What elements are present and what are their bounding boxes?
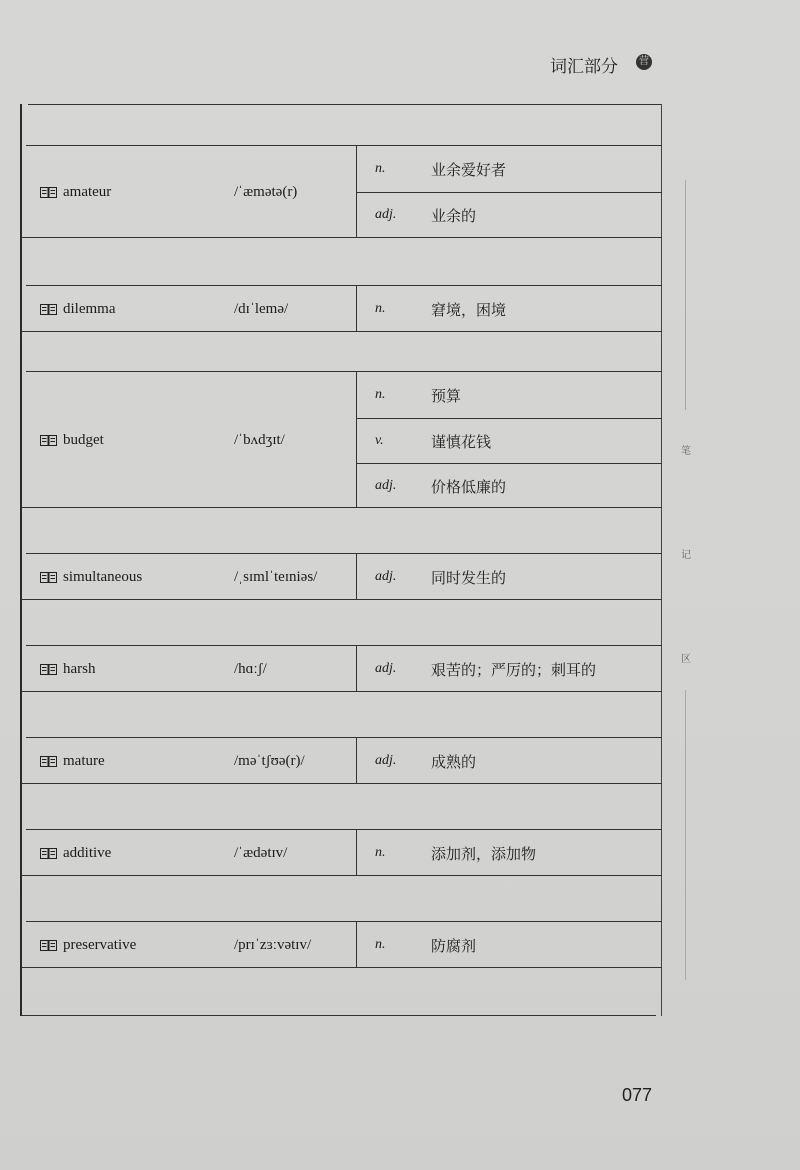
book-icon bbox=[40, 187, 57, 198]
part-of-speech: n. bbox=[375, 387, 386, 402]
senses bbox=[356, 646, 662, 692]
headword: harsh bbox=[63, 660, 96, 677]
meaning: 预算 bbox=[431, 386, 462, 405]
table-bottom-border bbox=[22, 1015, 656, 1016]
sense-row bbox=[357, 830, 662, 876]
meaning: 窘境，困境 bbox=[431, 300, 507, 319]
spacer-row bbox=[22, 599, 662, 646]
spacer-row bbox=[22, 967, 662, 1014]
senses bbox=[356, 146, 662, 238]
side-note-char-3: 区 bbox=[681, 654, 691, 665]
phonetic: /ˈæmətə(r) bbox=[234, 183, 298, 200]
meaning: 防腐剂 bbox=[431, 936, 477, 955]
part-of-speech: adj. bbox=[375, 661, 397, 676]
word-cell bbox=[40, 646, 220, 692]
phonetic: /ˌsɪmlˈteɪniəs/ bbox=[234, 568, 318, 585]
side-note-char-1: 笔 bbox=[681, 446, 691, 457]
sense-row bbox=[357, 286, 662, 332]
phonetic: /hɑːʃ/ bbox=[234, 660, 267, 677]
page-header bbox=[380, 50, 680, 84]
entry-preservative bbox=[26, 921, 662, 968]
phonetic: /prɪˈzɜːvətɪv/ bbox=[234, 936, 312, 953]
entry-mature bbox=[26, 737, 662, 784]
book-icon bbox=[40, 940, 57, 951]
part-of-speech: adj. bbox=[375, 478, 397, 493]
meaning: 同时发生的 bbox=[431, 568, 507, 587]
phonetic: /məˈtʃʊə(r)/ bbox=[234, 752, 305, 769]
headword: budget bbox=[63, 431, 104, 448]
spacer-row bbox=[22, 691, 662, 738]
book-icon bbox=[40, 848, 57, 859]
meaning: 成熟的 bbox=[431, 752, 477, 771]
entry-simultaneous bbox=[26, 553, 662, 600]
book-icon bbox=[40, 664, 57, 675]
phonetic: /ˈbʌdʒɪt/ bbox=[234, 431, 285, 448]
table-top-border bbox=[28, 104, 662, 105]
meaning: 添加剂，添加物 bbox=[431, 844, 537, 863]
senses bbox=[356, 554, 662, 600]
side-note-char-2: 记 bbox=[681, 550, 691, 561]
book-icon bbox=[40, 572, 57, 583]
sense-row bbox=[357, 192, 662, 237]
headword: dilemma bbox=[63, 300, 116, 317]
senses bbox=[356, 286, 662, 332]
meaning: 业余爱好者 bbox=[431, 160, 507, 179]
word-cell bbox=[40, 830, 220, 876]
entry-dilemma bbox=[26, 285, 662, 332]
meaning: 业余的 bbox=[431, 206, 477, 225]
part-of-speech: n. bbox=[375, 937, 386, 952]
book-icon bbox=[40, 304, 57, 315]
senses bbox=[356, 372, 662, 508]
sense-row bbox=[357, 554, 662, 600]
sense-row bbox=[357, 418, 662, 463]
part-of-speech: adj. bbox=[375, 207, 397, 222]
headword: mature bbox=[63, 752, 105, 769]
margin-rule-bottom bbox=[685, 690, 686, 980]
word-cell bbox=[40, 922, 220, 968]
headword: amateur bbox=[63, 183, 112, 200]
headword: additive bbox=[63, 844, 112, 861]
book-icon bbox=[40, 435, 57, 446]
meaning: 艰苦的；严厉的；刺耳的 bbox=[431, 660, 597, 679]
meaning: 价格低廉的 bbox=[431, 477, 507, 496]
sense-row bbox=[357, 372, 662, 418]
sense-row bbox=[357, 646, 662, 692]
word-cell bbox=[40, 146, 220, 238]
entry-additive bbox=[26, 829, 662, 876]
part-of-speech: n. bbox=[375, 301, 386, 316]
senses bbox=[356, 830, 662, 876]
entry-amateur bbox=[26, 145, 662, 238]
sense-row bbox=[357, 738, 662, 784]
word-cell bbox=[40, 372, 220, 508]
part-of-speech: n. bbox=[375, 845, 386, 860]
spacer-row bbox=[22, 875, 662, 922]
meaning: 谨慎花钱 bbox=[431, 432, 492, 451]
word-cell bbox=[40, 738, 220, 784]
book-icon bbox=[40, 756, 57, 767]
sense-row bbox=[357, 922, 662, 968]
phonetic: /dɪˈlemə/ bbox=[234, 300, 289, 317]
phonetic: /ˈædətɪv/ bbox=[234, 844, 288, 861]
part-of-speech: n. bbox=[375, 161, 386, 176]
spacer-row bbox=[22, 331, 662, 372]
word-cell bbox=[40, 554, 220, 600]
headword: simultaneous bbox=[63, 568, 143, 585]
senses bbox=[356, 922, 662, 968]
vocabulary-table bbox=[20, 104, 662, 1016]
sense-row bbox=[357, 463, 662, 508]
page-number: 077 bbox=[622, 1085, 653, 1105]
entry-budget bbox=[26, 371, 662, 508]
part-of-speech: adj. bbox=[375, 569, 397, 584]
part-of-speech: v. bbox=[375, 433, 384, 448]
senses bbox=[356, 738, 662, 784]
spacer-row bbox=[22, 237, 662, 286]
section-badge-icon: 营 bbox=[636, 54, 652, 70]
section-title: 词汇部分 bbox=[550, 57, 618, 77]
headword: preservative bbox=[63, 936, 137, 953]
spacer-row bbox=[22, 507, 662, 554]
part-of-speech: adj. bbox=[375, 753, 397, 768]
spacer-row bbox=[22, 783, 662, 830]
word-cell bbox=[40, 286, 220, 332]
sense-row bbox=[357, 146, 662, 192]
entry-harsh bbox=[26, 645, 662, 692]
margin-rule-top bbox=[685, 180, 686, 410]
